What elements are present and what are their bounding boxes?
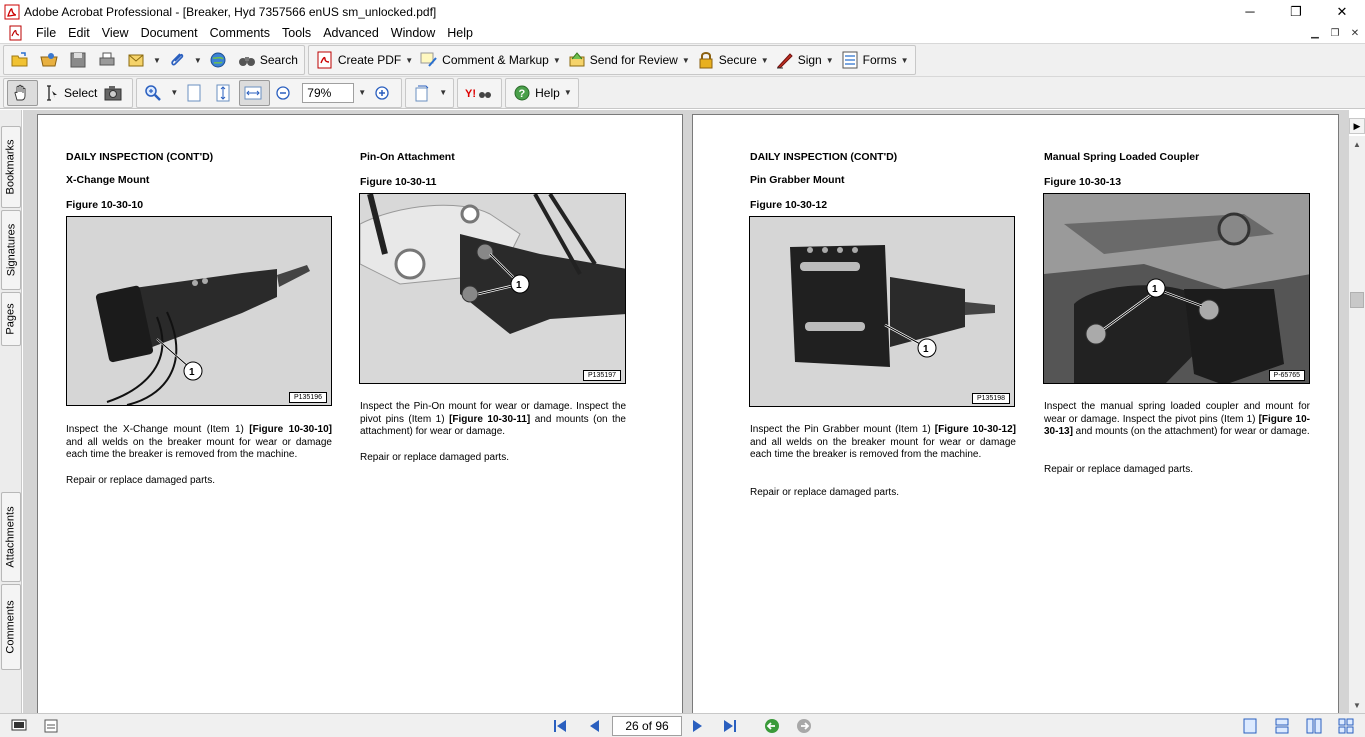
zoom-tools-group bbox=[136, 78, 402, 108]
navigation-toolbar bbox=[0, 76, 1365, 109]
menu-bar bbox=[0, 23, 1365, 43]
previous-page-button[interactable] bbox=[584, 717, 604, 735]
magnifier-icon bbox=[143, 83, 163, 103]
camera-icon bbox=[103, 83, 123, 103]
chevron-down-icon: ▼ bbox=[760, 55, 769, 65]
last-page-button[interactable] bbox=[720, 717, 740, 735]
hand-tool-button[interactable] bbox=[7, 80, 38, 106]
tab-comments-label: Comments bbox=[5, 600, 17, 654]
facing-view-button[interactable] bbox=[1304, 717, 1324, 735]
facing-pages-icon bbox=[1306, 718, 1322, 734]
comment-markup-label: Comment & Markup bbox=[442, 53, 549, 67]
figure-code: P135198 bbox=[972, 393, 1010, 404]
pdf-page-left bbox=[37, 114, 683, 713]
document-icon[interactable] bbox=[8, 25, 24, 41]
maximize-button[interactable]: ❐ bbox=[1290, 3, 1302, 19]
fit-page-icon bbox=[213, 83, 233, 103]
scrollbar-thumb[interactable] bbox=[1350, 292, 1364, 308]
search-button[interactable] bbox=[234, 47, 301, 73]
next-page-button[interactable] bbox=[688, 717, 708, 735]
subsection-heading: Pin-On Attachment bbox=[360, 151, 455, 163]
help-tools-group bbox=[505, 78, 579, 108]
callout-number: 1 bbox=[923, 344, 929, 355]
continuous-view-button[interactable] bbox=[1272, 717, 1292, 735]
rotate-tools-group bbox=[405, 78, 454, 108]
chevron-down-icon: ▼ bbox=[170, 88, 179, 97]
callout-number: 1 bbox=[1152, 284, 1158, 295]
open-folder-icon bbox=[10, 50, 30, 70]
secure-button[interactable] bbox=[693, 47, 772, 73]
fit-width-icon bbox=[243, 83, 263, 103]
snapshot-button[interactable] bbox=[100, 80, 129, 106]
scroll-down-arrow[interactable]: ▼ bbox=[1353, 700, 1361, 710]
paragraph: Repair or replace damaged parts. bbox=[750, 487, 899, 498]
last-page-icon bbox=[722, 719, 738, 733]
continuous-page-icon bbox=[1275, 718, 1289, 734]
previous-view-button[interactable] bbox=[762, 717, 782, 735]
first-page-button[interactable] bbox=[550, 717, 570, 735]
callout-number: 1 bbox=[189, 367, 195, 378]
acrobat-app-icon bbox=[4, 4, 20, 20]
section-heading: DAILY INSPECTION (CONT'D) bbox=[66, 151, 214, 163]
help-question-icon bbox=[512, 83, 532, 103]
create-pdf-label: Create PDF bbox=[337, 53, 402, 67]
binoculars-search-icon bbox=[237, 50, 257, 70]
tab-comments[interactable] bbox=[1, 584, 21, 670]
sign-label: Sign bbox=[797, 53, 822, 67]
zoom-in-button[interactable] bbox=[369, 80, 398, 106]
paragraph: Repair or replace damaged parts. bbox=[1044, 464, 1193, 475]
comment-markup-button[interactable] bbox=[416, 47, 564, 73]
paragraph: Inspect the manual spring loaded coupler and mount for wear or damage. Inspect the pivot pins (Item 1) [Figure 10-30-13] and mounts (on the attachment) for wear or damage. bbox=[1044, 401, 1310, 438]
forms-icon bbox=[840, 50, 860, 70]
page-number-field[interactable]: 26 of 96 bbox=[612, 716, 682, 736]
create-pdf-icon bbox=[315, 50, 335, 70]
svg-text:Y!: Y! bbox=[465, 87, 477, 100]
chevron-down-icon: ▼ bbox=[358, 88, 367, 97]
continuous-facing-view-button[interactable] bbox=[1336, 717, 1356, 735]
figure-title: Figure 10-30-12 bbox=[750, 199, 828, 211]
status-bar bbox=[0, 713, 1365, 737]
zoom-level-input[interactable]: 79% bbox=[302, 83, 354, 103]
select-label: Select bbox=[64, 85, 98, 100]
save-disk-icon bbox=[68, 50, 88, 70]
subsection-heading: Pin Grabber Mount bbox=[750, 174, 845, 186]
figure-pin-on-attachment bbox=[359, 193, 626, 384]
paragraph: Inspect the Pin-On mount for wear or damage. Inspect the pivot pins (Item 1) [Figure 10-30-11] and mounts (on the attachment) for wear or damage. bbox=[360, 401, 626, 438]
close-button[interactable]: ✕ bbox=[1336, 3, 1348, 19]
back-arrow-icon bbox=[764, 718, 780, 734]
breaker-xchange-illustration bbox=[67, 217, 332, 406]
print-button[interactable] bbox=[94, 47, 123, 73]
navigation-pane bbox=[0, 110, 22, 713]
menu-tools[interactable]: Tools bbox=[282, 26, 312, 40]
tab-pages[interactable] bbox=[1, 292, 21, 346]
lock-icon bbox=[696, 50, 716, 70]
menu-advanced[interactable]: Advanced bbox=[323, 26, 379, 40]
paragraph: Inspect the Pin Grabber mount (Item 1) [Figure 10-30-12] and all welds on the breaker mount for wear or damage each time the breaker is removed from the machine. bbox=[750, 424, 1016, 461]
rotate-view-button[interactable] bbox=[409, 80, 450, 106]
paragraph: Inspect the X-Change mount (Item 1) [Figure 10-30-10] and all welds on the breaker mount for wear or damage each time the breaker is removed from the machine. bbox=[66, 424, 332, 461]
figure-pin-grabber-mount bbox=[749, 216, 1015, 407]
save-button[interactable] bbox=[65, 47, 94, 73]
tab-bookmarks-label: Bookmarks bbox=[5, 139, 17, 195]
email-icon bbox=[126, 50, 146, 70]
fit-page-button[interactable] bbox=[210, 80, 239, 106]
paragraph: Repair or replace damaged parts. bbox=[360, 452, 509, 463]
tab-signatures-label: Signatures bbox=[5, 223, 17, 277]
monitor-icon bbox=[11, 719, 27, 733]
help-label: Help bbox=[535, 85, 560, 100]
first-page-icon bbox=[552, 719, 568, 733]
chevron-down-icon: ▼ bbox=[552, 55, 561, 65]
actual-size-button[interactable] bbox=[181, 80, 210, 106]
chevron-down-icon: ▼ bbox=[563, 88, 572, 97]
menu-window[interactable]: Window bbox=[390, 26, 436, 40]
page-layout-icon[interactable] bbox=[10, 717, 28, 735]
select-tool-button[interactable] bbox=[38, 80, 100, 106]
paragraph: Repair or replace damaged parts. bbox=[66, 475, 215, 486]
organizer-button[interactable] bbox=[36, 47, 65, 73]
subsection-heading: X-Change Mount bbox=[66, 174, 150, 186]
yahoo-binoculars-icon bbox=[464, 83, 492, 103]
figure-code: P-65765 bbox=[1269, 370, 1305, 381]
zoom-in-tool-button[interactable] bbox=[140, 80, 181, 106]
chevron-down-icon: ▼ bbox=[405, 55, 414, 65]
send-for-review-button[interactable] bbox=[564, 47, 693, 73]
single-page-view-button[interactable] bbox=[1240, 717, 1260, 735]
forms-label: Forms bbox=[862, 53, 897, 67]
actual-size-icon bbox=[184, 83, 204, 103]
tab-pages-label: Pages bbox=[5, 303, 18, 335]
next-view-button[interactable] bbox=[794, 717, 814, 735]
doc-minimize-button[interactable]: ▁ bbox=[1311, 27, 1319, 39]
send-review-icon bbox=[567, 50, 587, 70]
svg-text:?: ? bbox=[518, 87, 526, 100]
task-tools-group bbox=[308, 45, 916, 75]
title-bar bbox=[0, 0, 1365, 23]
menu-view[interactable]: View bbox=[101, 26, 129, 40]
zoom-level-select[interactable] bbox=[299, 80, 369, 106]
secure-label: Secure bbox=[718, 53, 757, 67]
figure-title: Figure 10-30-13 bbox=[1044, 176, 1122, 188]
web-button[interactable] bbox=[205, 47, 234, 73]
tab-attachments[interactable] bbox=[1, 492, 21, 582]
sign-button[interactable] bbox=[772, 47, 837, 73]
single-page-icon bbox=[1243, 718, 1257, 734]
callout-number: 1 bbox=[516, 280, 522, 291]
rotate-page-icon bbox=[412, 83, 432, 103]
tab-attachments-label: Attachments bbox=[5, 506, 18, 568]
minimize-button[interactable]: ─ bbox=[1245, 4, 1255, 19]
tab-bookmarks[interactable] bbox=[1, 126, 21, 208]
forms-button[interactable] bbox=[837, 47, 912, 73]
select-tools-group bbox=[3, 78, 133, 108]
figure-code: P135196 bbox=[289, 392, 327, 403]
section-heading: DAILY INSPECTION (CONT'D) bbox=[750, 151, 898, 163]
document-options-icon bbox=[44, 719, 58, 733]
zoom-out-icon bbox=[273, 83, 293, 103]
text-cursor-icon bbox=[41, 83, 61, 103]
yahoo-search-button[interactable] bbox=[461, 80, 498, 106]
menu-file[interactable]: File bbox=[36, 26, 57, 40]
yahoo-tools-group bbox=[457, 78, 502, 108]
tab-signatures[interactable] bbox=[1, 210, 21, 290]
chevron-down-icon: ▼ bbox=[439, 88, 448, 97]
figure-code: P135197 bbox=[583, 370, 621, 381]
figure-title: Figure 10-30-11 bbox=[360, 176, 437, 188]
vertical-scrollbar[interactable] bbox=[1349, 136, 1365, 713]
file-toolbar bbox=[0, 43, 1365, 76]
spring-coupler-photo bbox=[1044, 194, 1310, 384]
panel-expand-button[interactable]: ▶ bbox=[1349, 118, 1365, 134]
help-button[interactable] bbox=[509, 80, 575, 106]
pen-sign-icon bbox=[775, 50, 795, 70]
paperclip-icon bbox=[167, 50, 187, 70]
doc-restore-button[interactable]: ❐ bbox=[1330, 27, 1340, 39]
figure-xchange-mount bbox=[66, 216, 332, 406]
search-label: Search bbox=[259, 53, 298, 67]
printer-icon bbox=[97, 50, 117, 70]
forward-arrow-icon bbox=[796, 718, 812, 734]
chevron-down-icon: ▼ bbox=[681, 55, 690, 65]
menu-help[interactable]: Help bbox=[447, 26, 473, 40]
open-button[interactable] bbox=[7, 47, 36, 73]
attach-button[interactable] bbox=[164, 47, 205, 73]
fit-width-button[interactable] bbox=[239, 80, 270, 106]
pin-on-attachment-illustration bbox=[360, 194, 626, 384]
comment-markup-icon bbox=[419, 50, 439, 70]
menu-document[interactable]: Document bbox=[140, 26, 198, 40]
previous-page-icon bbox=[588, 719, 600, 733]
document-view[interactable] bbox=[23, 110, 1349, 713]
pdf-page-right bbox=[692, 114, 1339, 713]
menu-comments[interactable]: Comments bbox=[209, 26, 270, 40]
pin-grabber-illustration bbox=[750, 217, 1015, 407]
doc-options-icon[interactable] bbox=[42, 717, 60, 735]
hand-icon bbox=[11, 83, 31, 103]
figure-title: Figure 10-30-10 bbox=[66, 199, 144, 211]
next-page-icon bbox=[692, 719, 704, 733]
doc-close-button[interactable]: ✕ bbox=[1350, 27, 1360, 39]
continuous-facing-icon bbox=[1338, 718, 1354, 734]
send-for-review-label: Send for Review bbox=[589, 53, 678, 67]
menu-edit[interactable]: Edit bbox=[68, 26, 90, 40]
chevron-down-icon: ▼ bbox=[900, 55, 909, 65]
figure-spring-loaded-coupler bbox=[1043, 193, 1310, 384]
email-button[interactable] bbox=[123, 47, 164, 73]
create-pdf-button[interactable] bbox=[312, 47, 416, 73]
subsection-heading: Manual Spring Loaded Coupler bbox=[1044, 151, 1200, 163]
zoom-out-button[interactable] bbox=[270, 80, 299, 106]
zoom-in-icon bbox=[372, 83, 392, 103]
file-tools-group bbox=[3, 45, 305, 75]
chevron-down-icon: ▼ bbox=[193, 55, 202, 65]
globe-icon bbox=[208, 50, 228, 70]
window-title: Adobe Acrobat Professional - [Breaker, Hyd 7357566 enUS sm_unlocked.pdf] bbox=[24, 4, 437, 19]
chevron-down-icon: ▼ bbox=[825, 55, 834, 65]
chevron-down-icon: ▼ bbox=[153, 55, 161, 65]
scroll-up-arrow[interactable]: ▲ bbox=[1353, 139, 1361, 149]
organizer-icon bbox=[39, 50, 59, 70]
